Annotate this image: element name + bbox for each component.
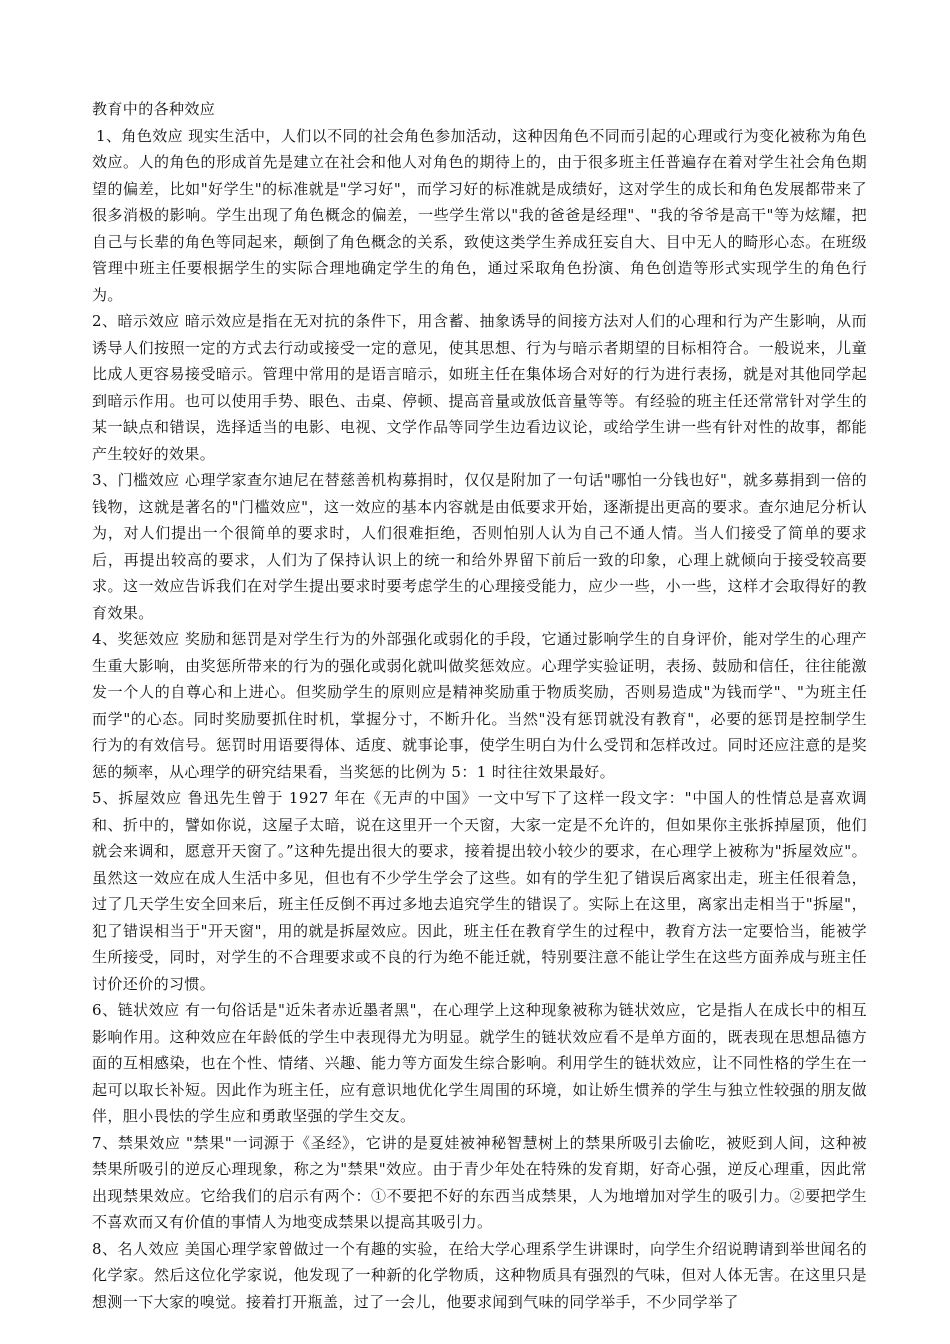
paragraph-threshold-effect: 3、门槛效应 心理学家查尔迪尼在替慈善机构募捐时，仅仅是附加了一句话"哪怕一分钱也好"，就多募捐到一倍的钱物，这就是著名的"门槛效应"，这一效应的基本内容就是由低要求开始，逐渐提出更高的要求。查尔迪尼分析认为，对人们提出一个很简单的要求时，人们很难拒绝，否则怕别人认为自己不通人情。当人们接受了简单的要求后，再提出较高的要求，人们为了保持认识上的统一和给外界留下前后一致的印象，心理上就倾向于接受较高要求。这一效应告诉我们在对学生提出要求时要考虑学生的心理接受能力，应少一些，小一些，这样才会取得好的教育效果。 [92, 471, 867, 622]
paragraph-celebrity-effect: 8、名人效应 美国心理学家曾做过一个有趣的实验，在给大学心理系学生讲课时，向学生介绍说聘请到举世闻名的化学家。然后这位化学家说，他发现了一种新的化学物质，这种物质具有强烈的气味，但对人体无害。在这里只是想测一下大家的嗅觉。接着打开瓶盖，过了一会儿，他要求闻到气味的同学举手，不少同学举了 [92, 1239, 867, 1311]
document-title: 教育中的各种效应 [92, 100, 216, 118]
paragraph-suggestion-effect: 2、暗示效应 暗示效应是指在无对抗的条件下，用含蓄、抽象诱导的间接方法对人们的心理和行为产生影响，从而诱导人们按照一定的方式去行动或接受一定的意见，使其思想、行为与暗示者期望的目标相符合。一般说来，儿童比成人更容易接受暗示。管理中常用的是语言暗示，如班主任在集体场合对好的行为进行表扬，就是对其他同学起到暗示作用。也可以使用手势、眼色、击桌、停顿、提高音量或放低音量等等。有经验的班主任还常常针对学生的某一缺点和错误，选择适当的电影、电视、文学作品等同学生边看边议论，或给学生讲一些有针对性的故事，都能产生较好的效果。 [92, 312, 867, 463]
paragraph-demolish-house-effect: 5、拆屋效应 鲁迅先生曾于 1927 年在《无声的中国》一文中写下了这样一段文字："中国人的性情总是喜欢调和、折中的，譬如你说，这屋子太暗，说在这里开一个天窗，大家一定是不允许的，但如果你主张拆掉屋顶，他们就会来调和，愿意开天窗了。”这种先提出很大的要求，接着提出较小较少的要求，在心理学上被称为"拆屋效应"。虽然这一效应在成人生活中多见，但也有不少学生学会了这些。如有的学生犯了错误后离家出走，班主任很着急，过了几天学生安全回来后，班主任反倒不再过多地去追究学生的错误了。实际上在这里，离家出走相当于"拆屋"，犯了错误相当于"开天窗"，用的就是拆屋效应。因此，班主任在教育学生的过程中，教育方法一定要恰当，能被学生所接受，同时，对学生的不合理要求或不良的行为绝不能迁就，特别要注意不能让学生在这些方面养成与班主任讨价还价的习惯。 [92, 789, 867, 993]
paragraph-role-effect: 1、角色效应 现实生活中，人们以不同的社会角色参加活动，这种因角色不同而引起的心理或行为变化被称为角色效应。人的角色的形成首先是建立在社会和他人对角色的期待上的，由于很多班主任普遍存在着对学生社会角色期望的偏差，比如"好学生"的标准就是"学习好"，而学习好的标准就是成绩好，这对学生的成长和角色发展都带来了很多消极的影响。学生出现了角色概念的偏差，一些学生常以"我的爸爸是经理"、"我的爷爷是高干"等为炫耀，把自己与长辈的角色等同起来，颠倒了角色概念的关系，致使这类学生养成狂妄自大、目中无人的畸形心态。在班级管理中班主任要根据学生的实际合理地确定学生的角色，通过采取角色扮演、角色创造等形式实现学生的角色行为。 [92, 126, 867, 304]
paragraph-reward-punishment-effect: 4、奖惩效应 奖励和惩罚是对学生行为的外部强化或弱化的手段，它通过影响学生的自身评价，能对学生的心理产生重大影响，由奖惩所带来的行为的强化或弱化就叫做奖惩效应。心理学实验证明，表扬、鼓励和信任，往往能激发一个人的自尊心和上进心。但奖励学生的原则应是精神奖励重于物质奖励，否则易造成"为钱而学"、"为班主任而学"的心态。同时奖励要抓住时机，掌握分寸，不断升化。当然"没有惩罚就没有教育"，必要的惩罚是控制学生行为的有效信号。惩罚时用语要得体、适度、就事论事，使学生明白为什么受罚和怎样改过。同时还应注意的是奖惩的频率，从心理学的研究结果看，当奖惩的比例为 5：1 时往往效果最好。 [92, 630, 867, 781]
paragraph-chain-effect: 6、链状效应 有一句俗话是"近朱者赤近墨者黑"，在心理学上这种现象被称为链状效应，它是指人在成长中的相互影响作用。这种效应在年龄低的学生中表现得尤为明显。就学生的链状效应看不是单方面的，既表现在思想品德方面的互相感染，也在个性、情绪、兴趣、能力等方面发生综合影响。利用学生的链状效应，让不同性格的学生在一起可以取长补短。因此作为班主任，应有意识地优化学生周围的环境，如让娇生惯养的学生与独立性较强的朋友做伴，胆小畏怯的学生应和勇敢坚强的学生交友。 [92, 1001, 867, 1125]
paragraph-forbidden-fruit-effect: 7、禁果效应 "禁果"一词源于《圣经》，它讲的是夏娃被神秘智慧树上的禁果所吸引去偷吃，被贬到人间，这种被禁果所吸引的逆反心理现象，称之为"禁果"效应。由于青少年处在特殊的发育期，好奇心强，逆反心理重，因此常出现禁果效应。它给我们的启示有两个：①不要把不好的东西当成禁果，人为地增加对学生的吸引力。②要把学生不喜欢而又有价值的事情人为地变成禁果以提高其吸引力。 [92, 1133, 867, 1231]
document-page [92, 96, 867, 1315]
